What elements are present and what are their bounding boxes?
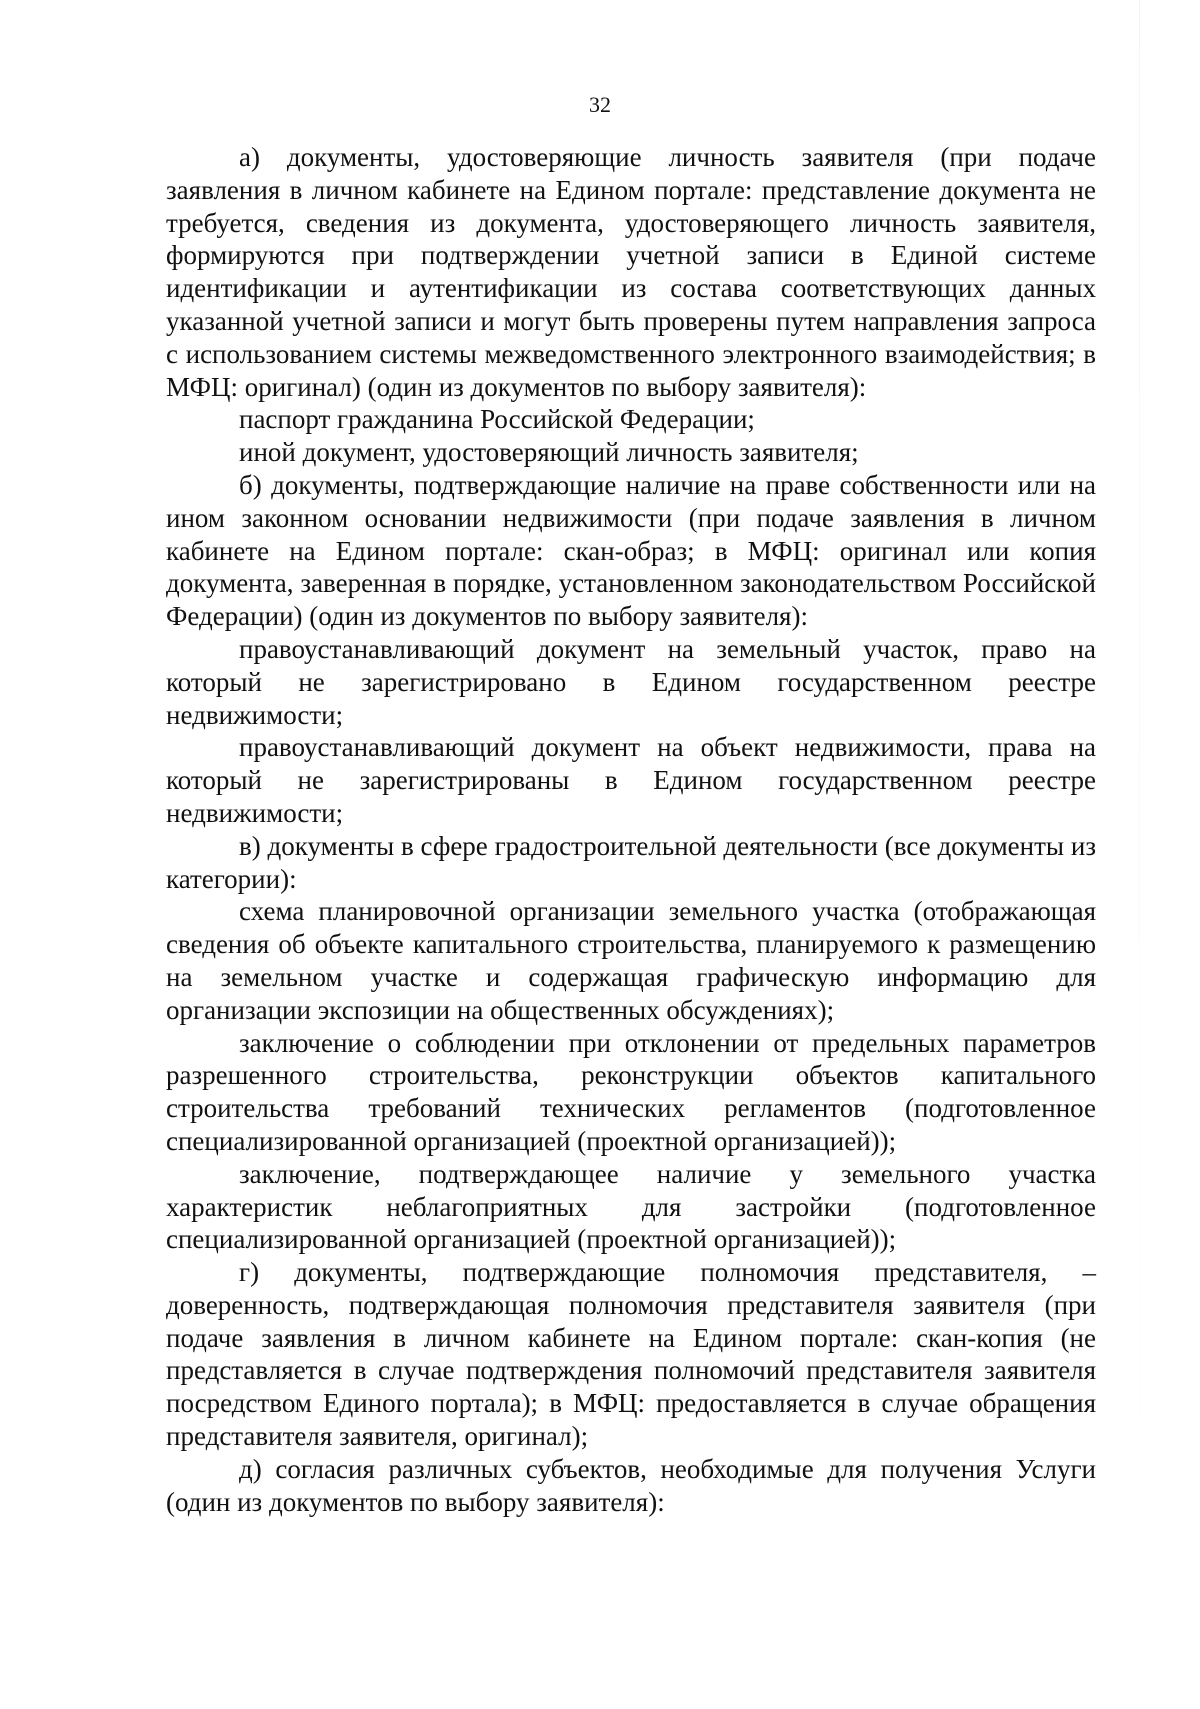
list-item-site-plan-scheme: схема планировочной организации земельного участка (отображающая сведения об объекте капитального строительства, планируемого к размещению на земельном участке и содержащая графическую информацию для организации экспозиции на общественных обсуждениях); (166, 896, 1096, 1025)
page-number: 32 (589, 92, 611, 117)
paragraph-b-property-documents: б) документы, подтверждающие наличие на праве собственности или на ином законном основании недвижимости (при подаче заявления в личном кабинете на Едином портале: скан-образ; в МФЦ: оригинал или копия документа, заверенная в порядке, установленном законодательством Российской Федерации) (один из документов по выбору заявителя): (166, 469, 1096, 632)
document-body (166, 141, 1096, 1518)
paragraph-c-urban-planning-documents: в) документы в сфере градостроительной деятельности (все документы из категории): (166, 830, 1096, 894)
list-item-property-title-document: правоустанавливающий документ на объект недвижимости, права на который не зарегистрированы в Едином государственном реестре недвижимости; (166, 732, 1096, 828)
paragraph-a-identity-documents: а) документы, удостоверяющие личность заявителя (при подаче заявления в личном кабинете на Едином портале: представление документа не требуется, сведения из документа, удостоверяющего личность заявителя, формируются при подтверждении учетной записи в Единой системе идентификации и аутентификации из состава соответствующих данных указанной учетной записи и могут быть проверены путем направления запроса с использованием системы межведомственного электронного взаимодействия; в МФЦ: оригинал) (один из документов по выбору заявителя): (166, 142, 1096, 402)
list-item-compliance-conclusion: заключение о соблюдении при отклонении от предельных параметров разрешенного строительства, реконструкции объектов капитального строительства требований технических регламентов (подготовленное специализированной организацией (проектной организацией)); (166, 1027, 1096, 1156)
list-item-passport: паспорт гражданина Российской Федерации; (239, 404, 755, 435)
list-item-other-identity-document: иной документ, удостоверяющий личность заявителя; (239, 437, 859, 468)
paragraph-e-consents: д) согласия различных субъектов, необходимые для получения Услуги (один из документов по выбору заявителя): (166, 1453, 1096, 1517)
list-item-unfavorable-characteristics-conclusion: заключение, подтверждающее наличие у земельного участка характеристик неблагоприятных для застройки (подготовленное специализированной организацией (проектной организацией)); (166, 1158, 1096, 1255)
paragraph-d-representative-authority: г) документы, подтверждающие полномочия представителя, – доверенность, подтверждающая полномочия представителя заявителя (при подаче заявления в личном кабинете на Едином портале: скан-копия (не представляется в случае подтверждения полномочий представителя заявителя посредством Единого портала); в МФЦ: предоставляется в случае обращения представителя заявителя, оригинал); (166, 1257, 1096, 1452)
scan-edge-shadow (1139, 0, 1140, 1709)
list-item-land-title-document: правоустанавливающий документ на земельный участок, право на который не зарегистрировано в Едином государственном реестре недвижимости; (166, 633, 1096, 730)
